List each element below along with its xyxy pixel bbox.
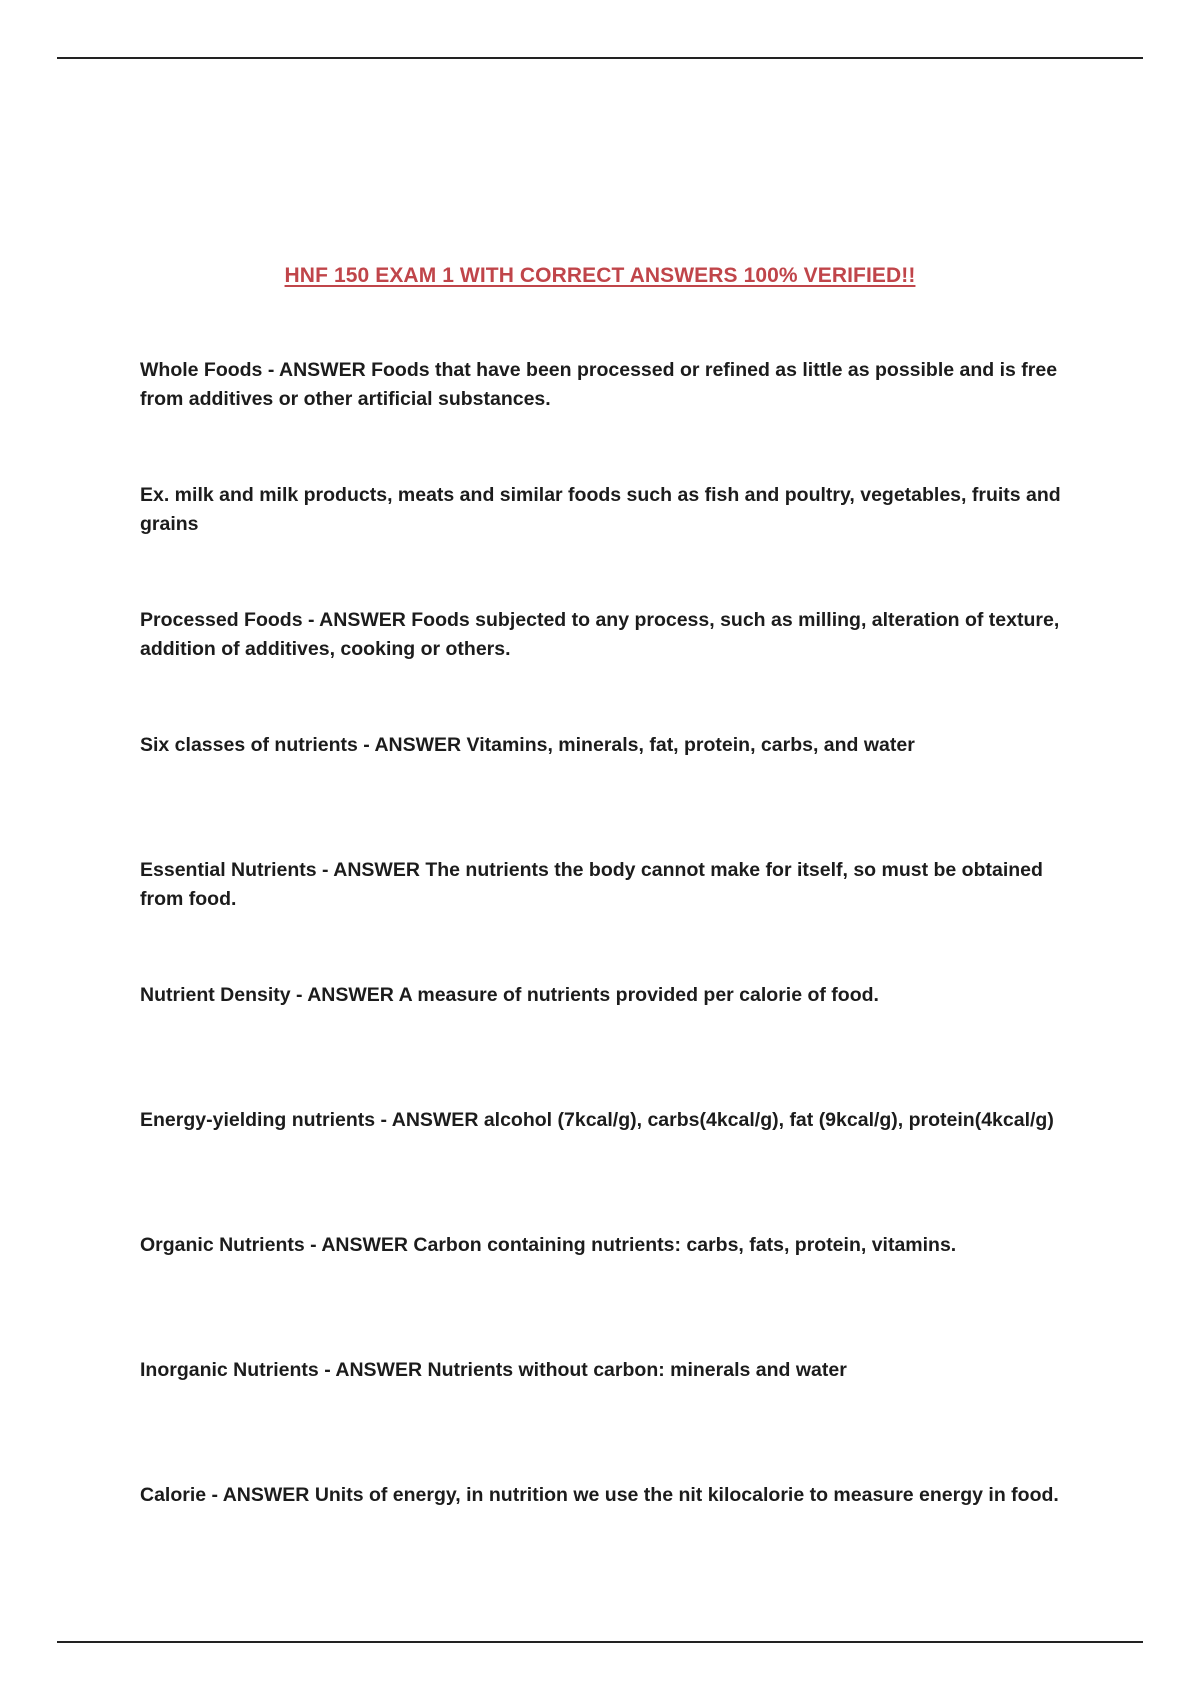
entry-definition: Foods subjected to any process, such as milling, alteration of texture, addition of additives, cooking or others. [140, 609, 1060, 660]
qa-entry [140, 606, 1075, 731]
answer-label: ANSWER [307, 984, 394, 1006]
qa-entry [140, 856, 1075, 981]
entry-term: Whole Foods - [140, 359, 279, 381]
entry-definition: Foods that have been processed or refined as little as possible and is free from additives or other artificial substances. [140, 359, 1058, 410]
entry-definition: Nutrients without carbon: minerals and water [427, 1359, 847, 1381]
entry-term: Essential Nutrients - [140, 859, 333, 881]
entry-term: Six classes of nutrients - [140, 734, 374, 756]
answer-label: ANSWER [391, 1109, 479, 1131]
answer-label: ANSWER [374, 734, 462, 756]
entry-definition: A measure of nutrients provided per calorie of food. [398, 984, 879, 1006]
entry-term: Inorganic Nutrients - [140, 1359, 335, 1381]
entry-term: Nutrient Density - [140, 984, 307, 1006]
answer-label: ANSWER [222, 1484, 310, 1506]
top-divider [57, 57, 1143, 59]
answer-label: ANSWER [321, 1234, 408, 1256]
entry-term: Organic Nutrients - [140, 1234, 321, 1256]
document-title: HNF 150 EXAM 1 WITH CORRECT ANSWERS 100% VERIFIED!! [284, 264, 916, 287]
answer-label: ANSWER [279, 359, 366, 381]
qa-entry [140, 356, 1075, 481]
entry-definition: Units of energy, in nutrition we use the nit kilocalorie to measure energy in food. [314, 1484, 1059, 1506]
qa-entry [140, 1481, 1075, 1606]
entry-term: Processed Foods - [140, 609, 319, 631]
qa-entry-example [140, 481, 1075, 606]
qa-entry [140, 731, 1075, 856]
answer-label: ANSWER [333, 859, 420, 881]
entry-term: Calorie - [140, 1484, 223, 1506]
bottom-divider [57, 1641, 1143, 1643]
entry-term: Energy-yielding nutrients - [140, 1109, 392, 1131]
answer-label: ANSWER [319, 609, 406, 631]
qa-entry [140, 1231, 1075, 1356]
entry-definition: alcohol (7kcal/g), carbs(4kcal/g), fat (9kcal/g), protein(4kcal/g) [483, 1109, 1054, 1131]
qa-entry [140, 981, 1075, 1106]
entry-definition: The nutrients the body cannot make for itself, so must be obtained from food. [140, 859, 1043, 910]
entry-definition: Vitamins, minerals, fat, protein, carbs, and water [466, 734, 915, 756]
qa-list [140, 356, 1075, 1606]
qa-entry [140, 1106, 1075, 1231]
entry-definition: Ex. milk and milk products, meats and similar foods such as fish and poultry, vegetables, fruits and grains [140, 484, 1061, 535]
qa-entry [140, 1356, 1075, 1481]
answer-label: ANSWER [335, 1359, 423, 1381]
entry-definition: Carbon containing nutrients: carbs, fats, protein, vitamins. [413, 1234, 957, 1256]
